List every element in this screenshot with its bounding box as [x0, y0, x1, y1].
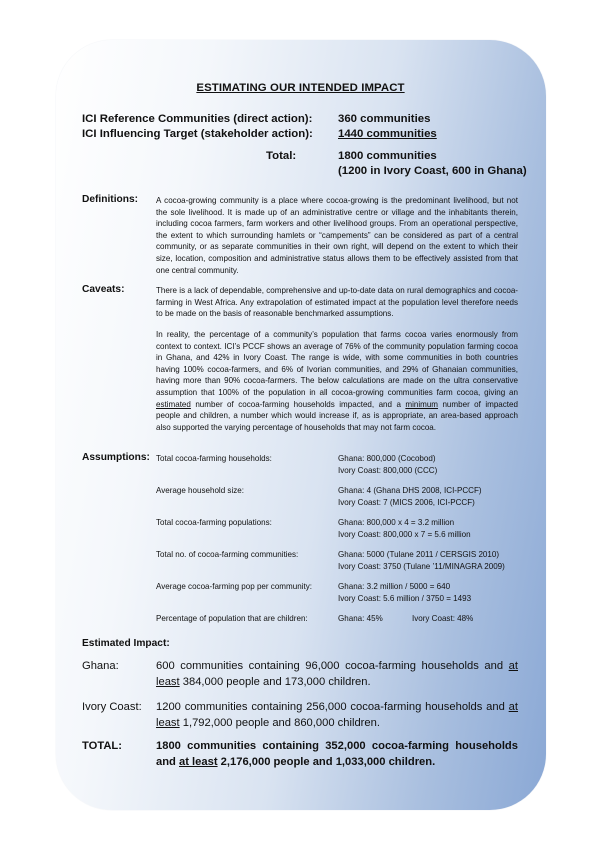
impact-total-text-a: 1800 communities containing 352,000 cocoa-farming households and — [156, 740, 518, 768]
assumption-left: Average cocoa-farming pop per community: — [156, 582, 312, 591]
assumption-left: Average household size: — [156, 486, 244, 495]
impact-ivory-at-least: at least — [156, 701, 518, 729]
impact-ghana-at-least: at least — [156, 660, 518, 688]
impact-ivory-text-a: 1200 communities containing 256,000 cocoa-farming households and — [156, 701, 509, 713]
assumption-right: Ghana: 5000 (Tulane 2011 / CERSGIS 2010) — [338, 550, 500, 559]
assumption-right: Ivory Coast: 800,000 x 7 = 5.6 million — [338, 530, 471, 539]
assumption-right: Ivory Coast: 800,000 (CCC) — [338, 466, 438, 475]
caveats-text-c: number of impacted people and children, a number which would increase if, as is appropriate, an area-based approach also supported the varying percentage of households that may not farm cocoa. — [156, 399, 518, 432]
assumptions-label: Assumptions: — [82, 452, 150, 463]
impact-ghana-text — [156, 659, 518, 690]
assumption-right: Ghana: 800,000 x 4 = 3.2 million — [338, 518, 455, 527]
page-title: ESTIMATING OUR INTENDED IMPACT — [196, 82, 405, 94]
caveats-label: Caveats: — [82, 284, 125, 295]
impact-total-at-least: at least — [179, 755, 218, 768]
assumption-right: Ghana: 4 (Ghana DHS 2008, ICI-PCCF) — [338, 486, 482, 495]
influencing-target-label: ICI Influencing Target (stakeholder action): — [82, 128, 313, 140]
definitions-label: Definitions: — [82, 194, 139, 205]
impact-total-label: TOTAL: — [82, 740, 122, 752]
influencing-target-value: 1440 communities — [338, 128, 437, 140]
caveats-paragraph-2 — [156, 329, 518, 433]
impact-ghana-text-b: 384,000 people and 173,000 children. — [179, 675, 371, 688]
assumption-left: Total cocoa-farming populations: — [156, 518, 272, 527]
reference-communities-value: 360 communities — [338, 113, 431, 125]
caveats-paragraph-1: There is a lack of dependable, comprehensive and up-to-date data on rural demographics and cocoa-farming in West Africa. Any extrapolation of estimated impact at the population level therefore needs to be made on the basis of reasonable benchmarked assumptions. — [156, 286, 518, 319]
impact-ivory-text — [156, 700, 518, 731]
impact-ghana-text-a: 600 communities containing 96,000 cocoa-farming households and — [156, 660, 509, 672]
impact-total-text — [156, 739, 518, 770]
caveats-text-b: number of cocoa-farming households impacted, and a — [190, 399, 406, 409]
impact-ghana-label: Ghana: — [82, 660, 119, 672]
caveats-text-a: In reality, the percentage of a community’s population that farms cocoa varies enormously from context to context. ICI’s PCCF shows an average of 76% of the community population farming cocoa in Ghana, and 42% in Ivory Coast. The range is wide, with some communities in both countries having 100% cocoa-farmers, and 6% of Ivorian communities, and 29% of Ghanaian communities, having more than 90% cocoa-farmers. The below calculations are made on the ultra conservative assumption that 100% of the population in all cocoa-growing communities farm cocoa, giving an — [156, 330, 518, 397]
assumption-right: Ivory Coast: 48% — [412, 614, 474, 623]
assumption-right: Ghana: 800,000 (Cocobod) — [338, 454, 436, 463]
caveats-estimated: estimated — [156, 399, 191, 409]
impact-ivory-text-b: 1,792,000 people and 860,000 children. — [179, 716, 380, 729]
caveats-minimum: minimum — [405, 399, 439, 409]
assumption-left: Total cocoa-farming households: — [156, 454, 272, 463]
definitions-text: A cocoa-growing community is a place where cocoa-growing is the predominant livelihood, but not the sole livelihood. It is made up of an administrative centre or village and the inhabitants therein, including cocoa farmers, farm workers and other livelihood groups. From an operational perspective, the extent to which surrounding hamlets or “campements” can be considered as part of a central community, or as separate communities in their own right, will depend on the extent to which their size, location, composition and administrative status allows them to be effectively assisted from that one central community. — [156, 196, 518, 275]
total-note: (1200 in Ivory Coast, 600 in Ghana) — [338, 165, 527, 177]
assumption-right: Ivory Coast: 3750 (Tulane ’11/MINAGRA 2009) — [338, 562, 505, 571]
impact-total-text-b: 2,176,000 people and 1,033,000 children. — [217, 755, 436, 768]
assumption-right: Ghana: 45% — [338, 614, 383, 623]
reference-communities-label: ICI Reference Communities (direct action): — [82, 113, 313, 125]
impact-ivory-label: Ivory Coast: — [82, 701, 142, 713]
total-label: Total: — [266, 150, 297, 162]
assumption-left: Percentage of population that are children: — [156, 614, 308, 623]
assumption-left: Total no. of cocoa-farming communities: — [156, 550, 299, 559]
total-value: 1800 communities — [338, 150, 437, 162]
assumption-right: Ivory Coast: 7 (MICS 2006, ICI-PCCF) — [338, 498, 475, 507]
assumption-right: Ghana: 3.2 million / 5000 = 640 — [338, 582, 451, 591]
estimated-impact-heading: Estimated Impact: — [82, 638, 170, 649]
assumption-right: Ivory Coast: 5.6 million / 3750 = 1493 — [338, 594, 472, 603]
